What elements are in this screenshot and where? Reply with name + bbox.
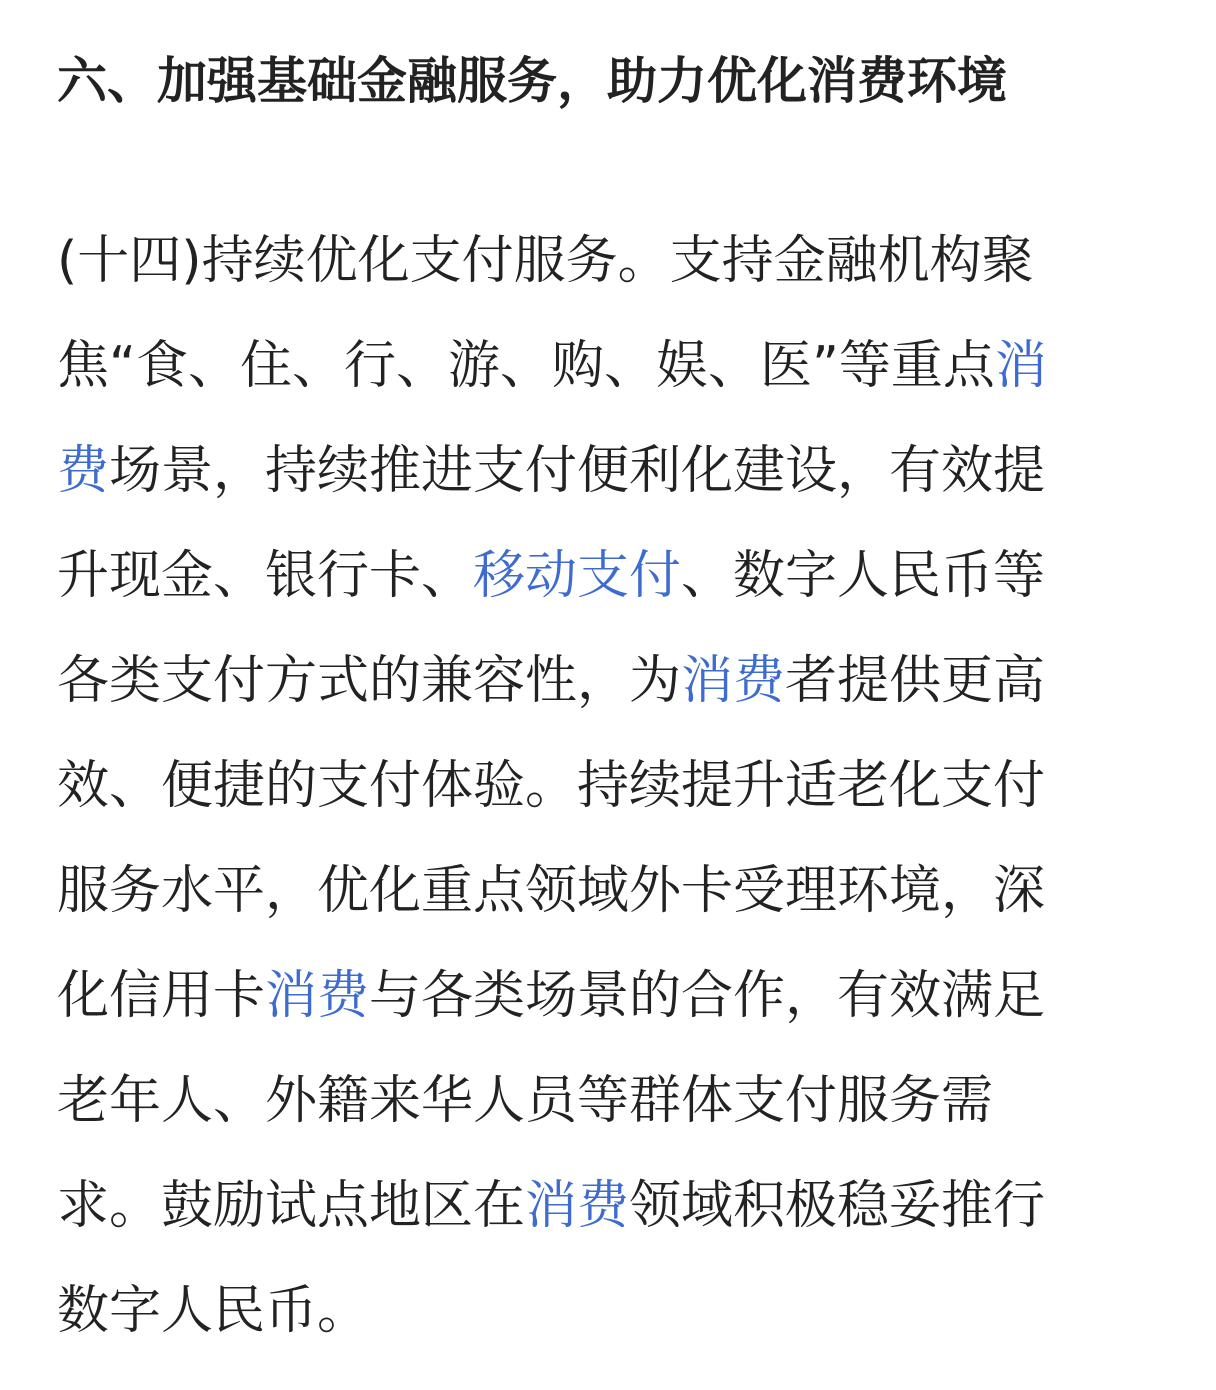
text-segment: 化信用卡	[57, 966, 266, 1026]
consumption-link[interactable]: 消费	[265, 966, 370, 1026]
text-segment: (十四)持续优化支付服务。支持金融机构聚	[57, 231, 1034, 291]
paragraph-line	[57, 1066, 993, 1136]
paragraph-line	[57, 856, 1045, 926]
text-segment: 服务水平，优化重点领域外卡受理环境，深	[57, 861, 1046, 921]
paragraph-line	[57, 331, 1047, 401]
mobile-payment-link[interactable]: 移动支付	[473, 546, 682, 606]
consumption-link[interactable]: 消费	[525, 1176, 630, 1236]
paragraph-line	[57, 436, 1045, 506]
paragraph-line	[57, 961, 1045, 1031]
paragraph-line	[57, 541, 1045, 611]
section-heading: 六、加强基础金融服务，助力优化消费环境	[57, 52, 1007, 110]
text-segment: 者提供更高	[785, 651, 1046, 711]
paragraph-line	[57, 646, 1045, 716]
paragraph-line	[57, 226, 1034, 296]
text-segment: 、数字人民币等	[681, 546, 1046, 606]
text-segment: 效、便捷的支付体验。持续提升适老化支付	[57, 756, 1046, 816]
text-segment: 老年人、外籍来华人员等群体支付服务需	[57, 1071, 994, 1131]
text-segment: 场景，持续推进支付便利化建设，有效提	[109, 441, 1046, 501]
text-segment: 与各类场景的合作，有效满足	[369, 966, 1046, 1026]
text-segment: 焦“食、住、行、游、购、娱、医”等重点	[57, 336, 995, 396]
text-segment: 升现金、银行卡、	[57, 546, 474, 606]
paragraph-line	[57, 751, 1045, 821]
text-segment: 领域积极稳妥推行	[629, 1176, 1046, 1236]
consumption-link[interactable]: 消费	[681, 651, 786, 711]
text-segment: 各类支付方式的兼容性，为	[57, 651, 682, 711]
text-segment: 数字人民币。	[57, 1281, 370, 1341]
paragraph-line	[57, 1171, 1045, 1241]
paragraph-line	[57, 1276, 369, 1346]
consumption-link[interactable]: 费	[57, 441, 110, 501]
consumption-link[interactable]: 消	[994, 336, 1047, 396]
text-segment: 求。鼓励试点地区在	[57, 1176, 526, 1236]
